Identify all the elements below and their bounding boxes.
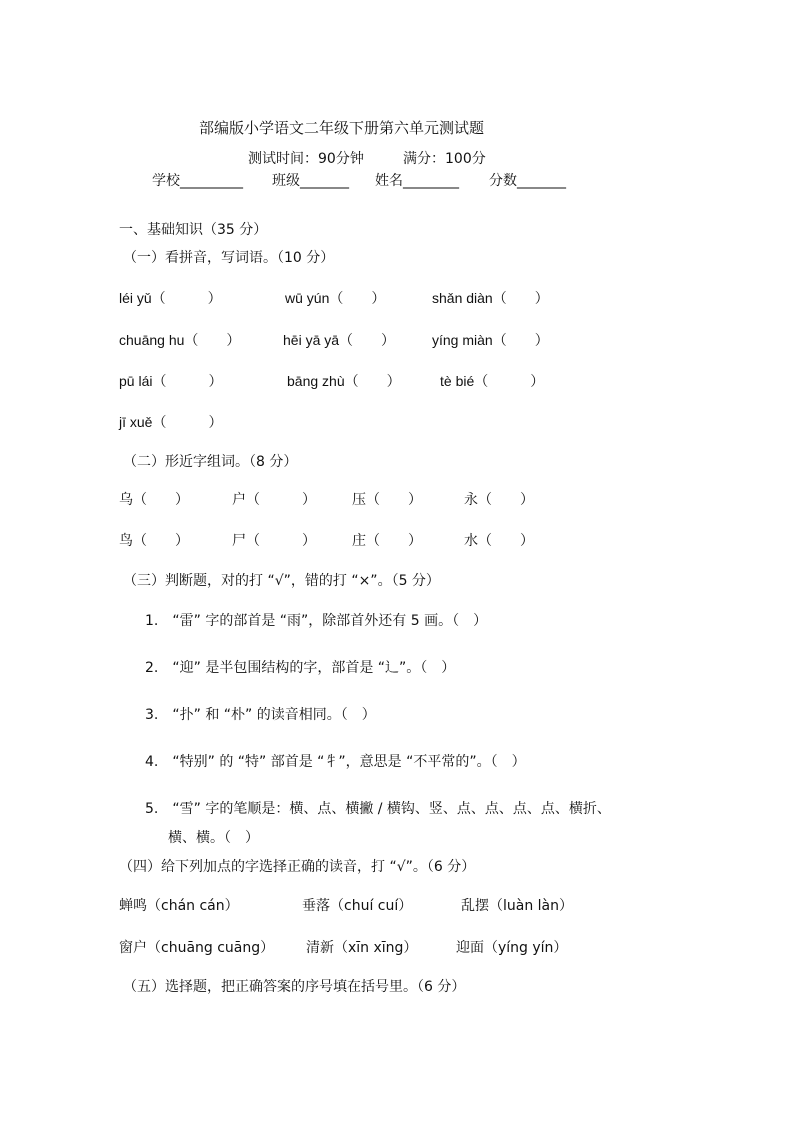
- school-field[interactable]: 学校_________: [152, 173, 243, 189]
- similar-char-item[interactable]: 尸（ ）: [232, 533, 316, 549]
- pronunciation-item[interactable]: 乱摆（luàn làn）: [461, 898, 574, 914]
- pronunciation-item[interactable]: 窗户（chuāng cuāng）: [119, 940, 275, 956]
- similar-char-item[interactable]: 压（ ）: [352, 492, 422, 508]
- true-false-item-continued: 横、横。（ ）: [168, 830, 259, 846]
- pinyin-item[interactable]: jī xuě（ ）: [119, 414, 223, 430]
- pronunciation-item[interactable]: 垂落（chuí cuí）: [302, 898, 413, 914]
- section2-heading: （二）形近字组词。（8 分）: [123, 454, 298, 470]
- page-title: 部编版小学语文二年级下册第六单元测试题: [199, 119, 485, 137]
- pinyin-item[interactable]: chuāng hu（ ）: [119, 332, 241, 348]
- pinyin-item[interactable]: bāng zhù（ ）: [287, 373, 401, 389]
- pinyin-item[interactable]: pū lái（ ）: [119, 373, 223, 389]
- true-false-item[interactable]: 5. “雪” 字的笔顺是：横、点、横撇 / 横钩、竖、点、点、点、点、横折、: [145, 801, 611, 817]
- section5-heading: （五）选择题，把正确答案的序号填在括号里。（6 分）: [123, 979, 466, 995]
- score-field[interactable]: 分数_______: [489, 173, 566, 189]
- pronunciation-item[interactable]: 迎面（yíng yín）: [456, 940, 568, 956]
- part1-heading: 一、基础知识（35 分）: [119, 222, 268, 238]
- pinyin-item[interactable]: shǎn diàn（ ）: [432, 290, 549, 306]
- similar-char-item[interactable]: 庄（ ）: [352, 533, 422, 549]
- pinyin-item[interactable]: tè bié（ ）: [440, 373, 545, 389]
- true-false-item[interactable]: 1. “雷” 字的部首是 “雨”，除部首外还有 5 画。（ ）: [145, 613, 488, 629]
- time-limit: 测试时间：90分钟: [248, 151, 364, 167]
- similar-char-item[interactable]: 永（ ）: [464, 492, 534, 508]
- section4-heading: （四）给下列加点的字选择正确的读音，打 “√”。（6 分）: [119, 859, 476, 875]
- name-field[interactable]: 姓名________: [375, 173, 459, 189]
- full-score: 满分：100分: [403, 151, 486, 167]
- pinyin-item[interactable]: wū yún（ ）: [285, 290, 386, 306]
- true-false-item[interactable]: 3. “扑” 和 “朴” 的读音相同。（ ）: [145, 707, 376, 723]
- similar-char-item[interactable]: 户（ ）: [232, 492, 316, 508]
- similar-char-item[interactable]: 乌（ ）: [119, 492, 189, 508]
- true-false-item[interactable]: 4. “特别” 的 “特” 部首是 “牜”，意思是 “不平常的”。（ ）: [145, 754, 526, 770]
- pinyin-item[interactable]: léi yǔ（ ）: [119, 290, 222, 306]
- section3-heading: （三）判断题，对的打 “√”，错的打 “×”。（5 分）: [123, 573, 440, 589]
- class-field[interactable]: 班级_______: [272, 173, 349, 189]
- true-false-item[interactable]: 2. “迎” 是半包围结构的字，部首是 “辶”。（ ）: [145, 660, 456, 676]
- similar-char-item[interactable]: 鸟（ ）: [119, 533, 189, 549]
- pinyin-item[interactable]: hēi yā yā（ ）: [283, 332, 396, 348]
- section1-heading: （一）看拼音，写词语。（10 分）: [123, 250, 335, 266]
- pinyin-item[interactable]: yíng miàn（ ）: [432, 332, 549, 348]
- pronunciation-item[interactable]: 蝉鸣（chán cán）: [119, 898, 239, 914]
- pronunciation-item[interactable]: 清新（xīn xīng）: [306, 940, 418, 956]
- similar-char-item[interactable]: 水（ ）: [464, 533, 534, 549]
